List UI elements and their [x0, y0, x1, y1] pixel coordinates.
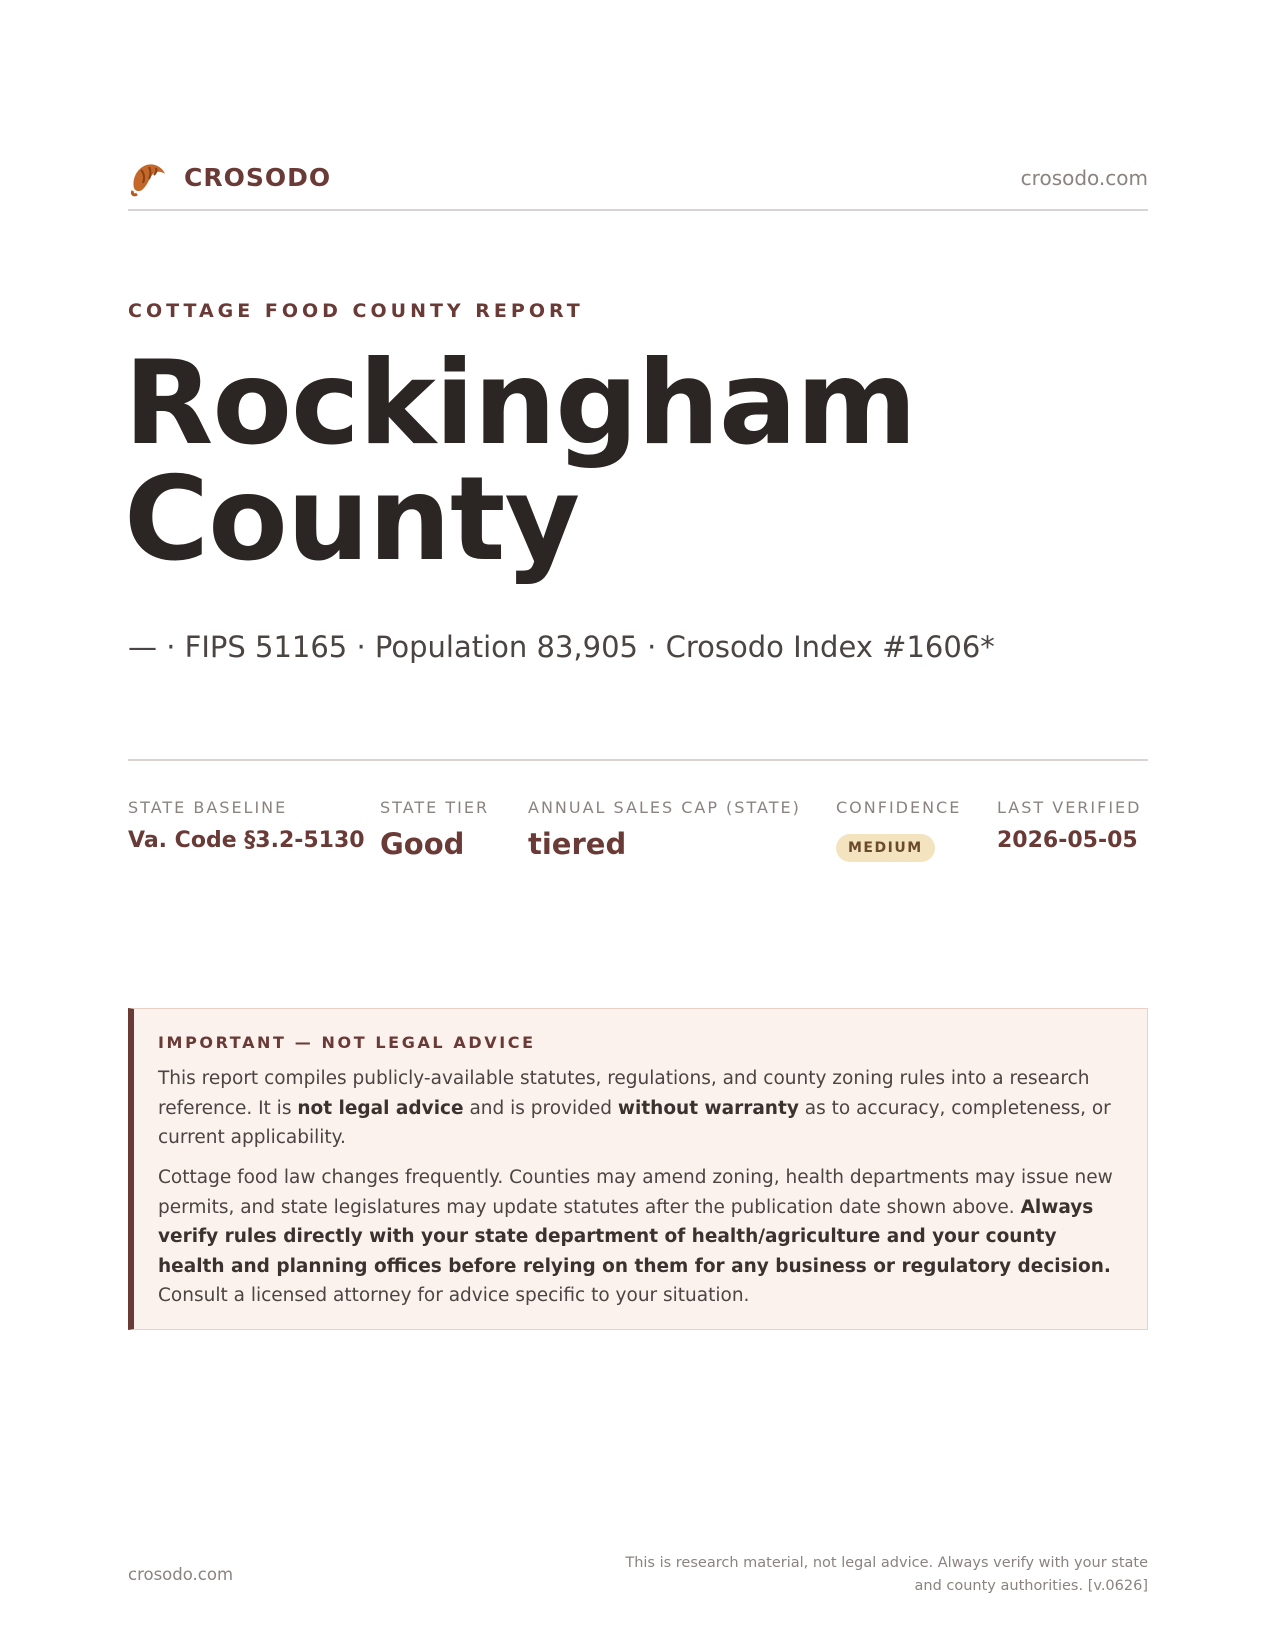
meta-confidence [836, 798, 962, 856]
meta-state-tier [380, 798, 490, 861]
notice-title: IMPORTANT — NOT LEGAL ADVICE [158, 1033, 536, 1052]
title-line-1: Rockingham [124, 336, 917, 471]
meta-value: 2026-05-05 [997, 828, 1138, 853]
meta-value: Good [380, 827, 465, 861]
footer-disclaimer-line-1: This is research material, not legal advice. Always verify with your state [625, 1555, 1148, 1571]
meta-label: STATE BASELINE [128, 798, 288, 817]
footer-disclaimer-line-2: and county authorities. [v.0626] [914, 1578, 1148, 1594]
footer-site-url[interactable]: crosodo.com [128, 1565, 234, 1584]
notice-paragraph-2 [158, 1163, 1118, 1311]
meta-state-baseline [128, 798, 365, 853]
notice-paragraph-1 [158, 1064, 1118, 1153]
report-eyebrow: COTTAGE FOOD COUNTY REPORT [128, 300, 584, 322]
notice-emphasis: Always verify rules directly with your state department of health/agriculture and your county health and planning offices before relying on them for any business or regulatory decision. [158, 1196, 1111, 1277]
meta-divider [128, 759, 1148, 761]
page-header [128, 158, 1148, 202]
croissant-icon [128, 158, 168, 198]
header-divider [128, 209, 1148, 211]
meta-label: LAST VERIFIED [997, 798, 1142, 817]
notice-text: and is provided [463, 1097, 618, 1119]
report-page [124, 0, 1148, 1650]
footer-disclaimer [588, 1552, 1148, 1598]
brand-name: CROSODO [184, 163, 332, 192]
notice-emphasis: not legal advice [297, 1097, 464, 1119]
meta-label: STATE TIER [380, 798, 490, 817]
meta-annual-sales-cap [528, 798, 801, 861]
confidence-badge: MEDIUM [836, 834, 935, 862]
county-subtitle: — · FIPS 51165 · Population 83,905 · Crosodo Index #1606* [128, 630, 995, 664]
meta-label: CONFIDENCE [836, 798, 962, 817]
meta-value: tiered [528, 827, 627, 861]
meta-last-verified [997, 798, 1142, 853]
notice-emphasis: without warranty [617, 1097, 799, 1119]
notice-text: Consult a licensed attorney for advice specific to your situation. [158, 1285, 750, 1306]
notice-text: Cottage food law changes frequently. Counties may amend zoning, health departments may issue new permits, and state legislatures may update statutes after the publication date shown above. [158, 1167, 1113, 1218]
notice-text: as to accuracy, completeness, or current applicability. [158, 1097, 1111, 1148]
notice-text: This report compiles publicly-available statutes, regulations, and county zoning rules into a research reference. It is [158, 1068, 1090, 1119]
page-title [124, 336, 1144, 587]
meta-value: Va. Code §3.2-5130 [128, 828, 365, 853]
legal-notice [128, 1008, 1148, 1330]
title-line-2: County [124, 452, 580, 587]
meta-label: ANNUAL SALES CAP (STATE) [528, 798, 801, 817]
site-url[interactable]: crosodo.com [1020, 166, 1148, 190]
